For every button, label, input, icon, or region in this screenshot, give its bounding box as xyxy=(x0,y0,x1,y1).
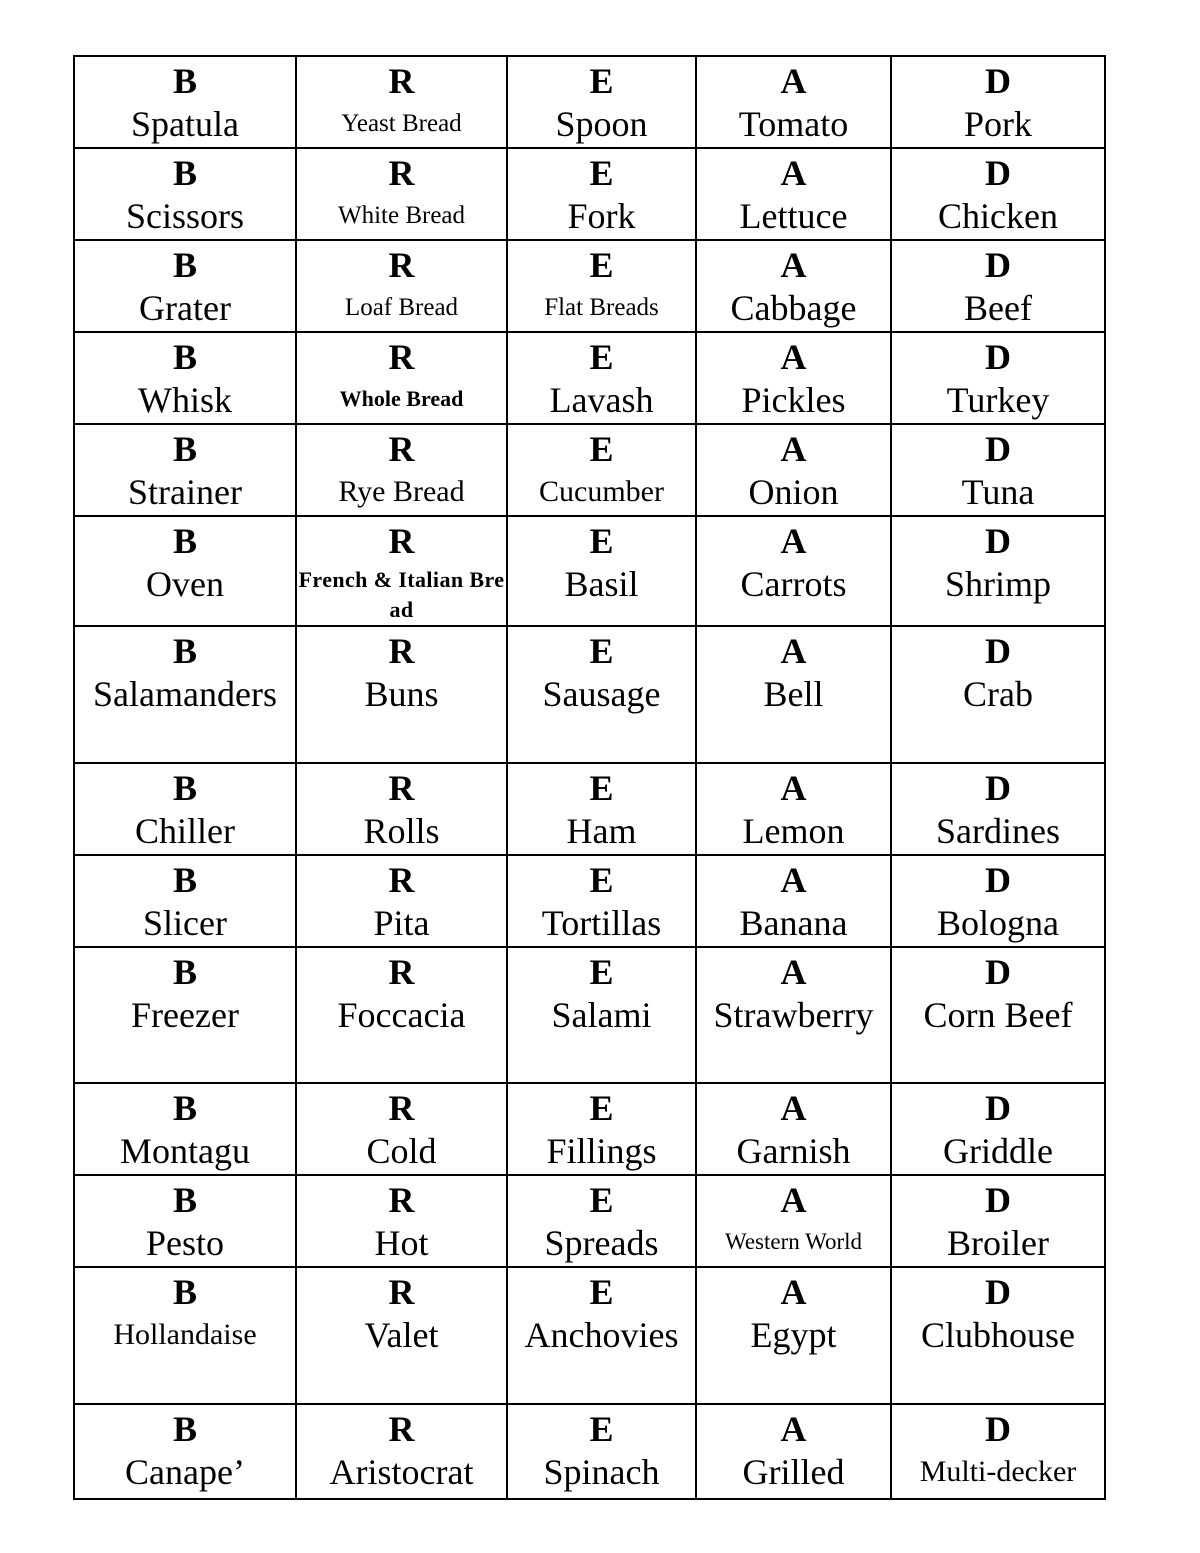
grid-row xyxy=(74,1083,1105,1175)
word-card xyxy=(74,332,296,424)
word-card xyxy=(296,516,507,626)
card-letter: R xyxy=(388,860,415,900)
card-word: Buns xyxy=(364,674,439,714)
grid-row xyxy=(74,626,1105,763)
card-word: Salami xyxy=(551,995,652,1035)
card-letter: E xyxy=(589,1272,614,1312)
card-word: Cabbage xyxy=(730,288,857,328)
card-word: Aristocrat xyxy=(329,1452,474,1492)
card-word: Garnish xyxy=(736,1131,851,1171)
card-letter: D xyxy=(985,245,1011,285)
word-card xyxy=(696,1267,891,1404)
word-card xyxy=(74,1175,296,1267)
word-card xyxy=(696,763,891,855)
card-letter: E xyxy=(589,768,614,808)
card-letter: B xyxy=(172,521,197,561)
card-letter: D xyxy=(985,337,1011,377)
card-letter: E xyxy=(589,337,614,377)
word-card xyxy=(507,1404,696,1499)
word-card xyxy=(296,855,507,947)
card-word: Montagu xyxy=(120,1131,250,1171)
card-word: Anchovies xyxy=(524,1315,679,1355)
word-card xyxy=(891,855,1105,947)
card-word: Rye Bread xyxy=(338,475,465,508)
grid-row xyxy=(74,1175,1105,1267)
card-letter: D xyxy=(985,860,1011,900)
card-letter: B xyxy=(172,429,197,469)
word-card xyxy=(696,56,891,148)
card-letter: A xyxy=(780,521,807,561)
card-letter: A xyxy=(780,1088,807,1128)
word-card xyxy=(296,56,507,148)
card-letter: R xyxy=(388,1272,415,1312)
word-card xyxy=(696,1083,891,1175)
card-letter: R xyxy=(388,337,415,377)
card-letter: R xyxy=(388,952,415,992)
card-word: Carrots xyxy=(740,564,847,604)
word-card xyxy=(891,1267,1105,1404)
grid-row xyxy=(74,424,1105,516)
word-card xyxy=(296,1083,507,1175)
card-word: Fillings xyxy=(546,1131,657,1171)
word-card xyxy=(74,1267,296,1404)
card-letter: E xyxy=(589,631,614,671)
word-card xyxy=(296,763,507,855)
card-letter: R xyxy=(388,245,415,285)
bread-word-card-grid xyxy=(73,55,1106,1500)
card-word: Tuna xyxy=(961,472,1035,512)
card-letter: R xyxy=(388,768,415,808)
word-card xyxy=(696,424,891,516)
card-letter: B xyxy=(172,153,197,193)
word-card xyxy=(891,240,1105,332)
card-word: Hollandaise xyxy=(113,1318,257,1351)
word-card xyxy=(891,56,1105,148)
card-letter: R xyxy=(388,521,415,561)
word-card xyxy=(507,332,696,424)
word-card xyxy=(74,1404,296,1499)
card-letter: E xyxy=(589,521,614,561)
card-word: Scissors xyxy=(125,196,245,236)
card-letter: E xyxy=(589,1409,614,1449)
grid-row xyxy=(74,855,1105,947)
card-letter: R xyxy=(388,1088,415,1128)
card-letter: E xyxy=(589,61,614,101)
grid-row xyxy=(74,947,1105,1083)
card-letter: A xyxy=(780,337,807,377)
card-letter: R xyxy=(388,1409,415,1449)
word-card xyxy=(74,424,296,516)
word-card xyxy=(507,855,696,947)
word-card xyxy=(296,1175,507,1267)
word-card xyxy=(507,424,696,516)
card-word: Loaf Bread xyxy=(344,294,459,321)
card-letter: E xyxy=(589,860,614,900)
card-letter: A xyxy=(780,245,807,285)
word-card xyxy=(507,947,696,1083)
card-letter: A xyxy=(780,153,807,193)
card-word: Whisk xyxy=(138,380,232,420)
word-card xyxy=(296,148,507,240)
card-word: Rolls xyxy=(363,811,440,851)
word-card xyxy=(74,516,296,626)
card-letter: E xyxy=(589,1088,614,1128)
word-card xyxy=(891,947,1105,1083)
card-letter: B xyxy=(172,860,197,900)
card-letter: B xyxy=(172,245,197,285)
word-card xyxy=(696,1404,891,1499)
card-letter: D xyxy=(985,1180,1011,1220)
card-letter: B xyxy=(172,1088,197,1128)
word-card xyxy=(74,56,296,148)
word-card xyxy=(696,626,891,763)
card-word: Bologna xyxy=(937,903,1059,943)
card-word: Cold xyxy=(366,1131,437,1171)
card-word: Grilled xyxy=(742,1452,845,1492)
grid-body xyxy=(74,56,1105,1499)
grid-row xyxy=(74,1404,1105,1499)
card-letter: A xyxy=(780,429,807,469)
card-word: French & Italian Bread xyxy=(298,567,505,622)
card-word: Bell xyxy=(763,674,824,714)
card-letter: A xyxy=(780,952,807,992)
word-card xyxy=(507,763,696,855)
card-letter: A xyxy=(780,1409,807,1449)
card-word: Banana xyxy=(739,903,848,943)
card-letter: D xyxy=(985,153,1011,193)
card-word: Pesto xyxy=(145,1223,224,1263)
word-card xyxy=(507,56,696,148)
card-word: Hot xyxy=(374,1223,429,1263)
grid-row xyxy=(74,516,1105,626)
card-word: Lettuce xyxy=(739,196,848,236)
card-letter: D xyxy=(985,952,1011,992)
word-card xyxy=(696,947,891,1083)
card-word: Chicken xyxy=(938,196,1058,236)
card-letter: D xyxy=(985,1088,1011,1128)
card-word: Basil xyxy=(564,564,639,604)
card-word: Yeast Bread xyxy=(341,110,462,137)
card-letter: B xyxy=(172,337,197,377)
card-word: Salamanders xyxy=(93,674,277,714)
word-card xyxy=(891,332,1105,424)
card-word: Pork xyxy=(963,104,1032,144)
card-word: Lavash xyxy=(549,380,654,420)
word-card xyxy=(296,424,507,516)
word-card xyxy=(891,516,1105,626)
word-card xyxy=(74,763,296,855)
word-card xyxy=(296,1267,507,1404)
card-letter: B xyxy=(172,61,197,101)
card-letter: A xyxy=(780,860,807,900)
word-card xyxy=(296,947,507,1083)
card-word: Whole Bread xyxy=(339,386,464,411)
card-letter: E xyxy=(589,1180,614,1220)
grid-row xyxy=(74,240,1105,332)
word-card xyxy=(507,1175,696,1267)
card-letter: A xyxy=(780,631,807,671)
card-word: Sardines xyxy=(936,811,1060,851)
word-card xyxy=(696,855,891,947)
card-word: Tortillas xyxy=(541,903,662,943)
word-card xyxy=(891,763,1105,855)
word-card xyxy=(696,1175,891,1267)
card-word: Onion xyxy=(748,472,839,512)
grid-row xyxy=(74,56,1105,148)
word-card xyxy=(74,240,296,332)
word-card xyxy=(507,626,696,763)
card-letter: E xyxy=(589,952,614,992)
word-card xyxy=(891,626,1105,763)
card-letter: B xyxy=(172,631,197,671)
card-letter: D xyxy=(985,1272,1011,1312)
card-word: Lemon xyxy=(742,811,845,851)
grid-row xyxy=(74,1267,1105,1404)
card-letter: B xyxy=(172,952,197,992)
card-letter: R xyxy=(388,631,415,671)
card-letter: A xyxy=(780,1180,807,1220)
word-card xyxy=(891,1083,1105,1175)
word-card xyxy=(296,626,507,763)
card-word: Ham xyxy=(566,811,637,851)
grid-row xyxy=(74,148,1105,240)
word-card xyxy=(74,855,296,947)
grid-row xyxy=(74,763,1105,855)
card-word: Western World xyxy=(724,1229,863,1254)
card-word: Egypt xyxy=(750,1315,837,1355)
card-letter: D xyxy=(985,521,1011,561)
word-card xyxy=(696,240,891,332)
grid-row xyxy=(74,332,1105,424)
word-card xyxy=(296,1404,507,1499)
card-letter: R xyxy=(388,1180,415,1220)
card-word: Crab xyxy=(963,674,1033,714)
word-card xyxy=(507,240,696,332)
word-card xyxy=(696,332,891,424)
card-letter: D xyxy=(985,1409,1011,1449)
card-letter: B xyxy=(172,1180,197,1220)
card-letter: B xyxy=(172,1409,197,1449)
card-word: Corn Beef xyxy=(923,995,1073,1035)
word-card xyxy=(891,424,1105,516)
card-letter: D xyxy=(985,429,1011,469)
card-letter: E xyxy=(589,245,614,285)
card-word: Cucumber xyxy=(539,475,664,508)
card-word: Grater xyxy=(139,288,231,328)
card-letter: R xyxy=(388,429,415,469)
card-letter: D xyxy=(985,631,1011,671)
card-letter: A xyxy=(780,1272,807,1312)
card-word: Broiler xyxy=(947,1223,1049,1263)
card-word: Spreads xyxy=(544,1223,659,1263)
card-word: Spatula xyxy=(131,104,239,144)
word-card xyxy=(507,1083,696,1175)
word-card xyxy=(507,516,696,626)
card-word: Pita xyxy=(373,903,430,943)
card-word: Sausage xyxy=(542,674,661,714)
card-word: Canape’ xyxy=(125,1452,245,1492)
card-letter: A xyxy=(780,768,807,808)
card-letter: D xyxy=(985,61,1011,101)
card-word: Fork xyxy=(567,196,636,236)
card-word: Tomato xyxy=(738,104,849,144)
card-word: Turkey xyxy=(946,380,1050,420)
card-word: Flat Breads xyxy=(544,294,659,321)
card-letter: E xyxy=(589,153,614,193)
word-card xyxy=(296,332,507,424)
word-card xyxy=(507,148,696,240)
card-word: Foccacia xyxy=(337,995,466,1035)
card-word: Slicer xyxy=(143,903,227,943)
word-card xyxy=(74,626,296,763)
word-card xyxy=(296,240,507,332)
card-word: Spinach xyxy=(543,1452,660,1492)
card-word: Valet xyxy=(364,1315,439,1355)
word-card xyxy=(696,148,891,240)
word-card xyxy=(507,1267,696,1404)
word-card xyxy=(891,1175,1105,1267)
card-word: Freezer xyxy=(131,995,239,1035)
card-word: Strainer xyxy=(128,472,242,512)
card-word: Multi-decker xyxy=(919,1455,1077,1488)
word-card xyxy=(74,1083,296,1175)
word-card xyxy=(74,947,296,1083)
card-letter: A xyxy=(780,61,807,101)
card-word: Beef xyxy=(964,288,1032,328)
card-letter: B xyxy=(172,1272,197,1312)
word-card xyxy=(891,1404,1105,1499)
card-word: Griddle xyxy=(943,1131,1053,1171)
card-letter: B xyxy=(172,768,197,808)
card-word: Clubhouse xyxy=(920,1315,1075,1355)
card-letter: D xyxy=(985,768,1011,808)
word-card xyxy=(696,516,891,626)
card-letter: R xyxy=(388,153,415,193)
card-word: Strawberry xyxy=(713,995,874,1035)
card-word: White Bread xyxy=(337,202,466,229)
card-word: Spoon xyxy=(555,104,648,144)
card-word: Pickles xyxy=(741,380,846,420)
card-letter: E xyxy=(589,429,614,469)
card-letter: R xyxy=(388,61,415,101)
card-word: Oven xyxy=(146,564,224,604)
word-card xyxy=(74,148,296,240)
card-word: Chiller xyxy=(135,811,235,851)
card-word: Shrimp xyxy=(944,564,1051,604)
word-card xyxy=(891,148,1105,240)
